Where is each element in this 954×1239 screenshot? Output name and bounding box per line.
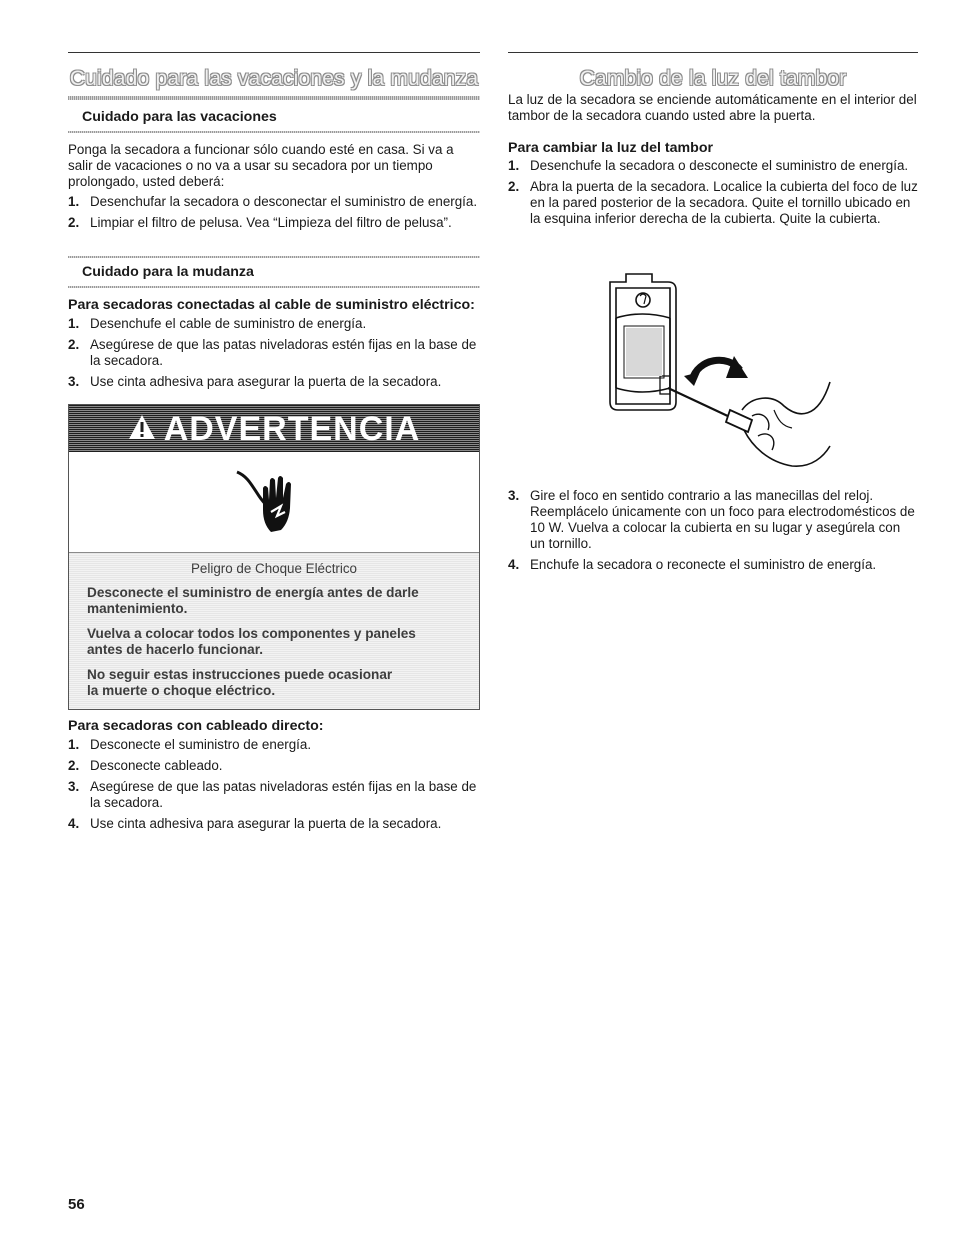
warning-triangle-icon — [128, 414, 156, 444]
warning-line: Vuelva a colocar todos los componentes y paneles — [87, 626, 416, 641]
divider — [68, 256, 480, 258]
list-item: 1. Desconecte el suministro de energía. — [68, 737, 312, 752]
page-number: 56 — [68, 1196, 85, 1213]
section-title-vacation-moving: Cuidado para las vacaciones y la mudanza — [69, 67, 479, 90]
direct-wire-section — [68, 718, 480, 837]
list-item: 2. Abra la puerta de la secadora. Localice la cubierta del foco de luz en la pared posterior de la secadora. Quite el tornillo ubicado en la esquina inferior derecha de la cubierta. Quite la cubierta. — [508, 179, 918, 226]
drum-light-steps-b — [508, 488, 918, 573]
list-item: 1. Desenchufar la secadora o desconectar el suministro de energía. — [68, 194, 478, 209]
list-item: 2. Limpiar el filtro de pelusa. Vea “Limpieza del filtro de pelusa”. — [68, 215, 452, 230]
section-bar — [68, 96, 480, 100]
warning-line: la muerte o choque eléctrico. — [87, 683, 276, 698]
section-title-drum-light: Cambio de la luz del tambor — [579, 67, 847, 90]
warning-line: mantenimiento. — [87, 601, 188, 616]
vacation-steps — [68, 194, 480, 231]
light-cover-illustration — [602, 270, 832, 480]
drum-light-heading: Para cambiar la luz del tambor — [508, 140, 714, 156]
drum-light-intro: La luz de la secadora se enciende automáticamente en el interior del tambor de la secadora cuando usted abre la puerta. — [508, 92, 917, 123]
warning-banner-text: ADVERTENCIA — [163, 409, 421, 448]
drum-light-steps-a — [508, 158, 918, 227]
list-item: 3. Gire el foco en sentido contrario a las manecillas del reloj. Reemplácelo únicamente con un foco para electrodomésticos de 10 W. Vuelva a colocar la cubierta en su lugar y asegúrela con un tornillo. — [508, 488, 915, 551]
vacation-intro: Ponga la secadora a funcionar sólo cuando esté en casa. Si va a salir de vacaciones o no va a usar su secadora por un tiempo prolongado, usted deberá: — [68, 142, 454, 189]
list-item: 1. Desenchufe la secadora o desconecte el suministro de energía. — [508, 158, 909, 173]
drum-light-steps-b-section — [508, 488, 918, 578]
top-rule-left — [68, 52, 480, 53]
list-item: 2. Asegúrese de que las patas niveladoras estén fijas en la base de la secadora. — [68, 337, 477, 368]
warning-line: antes de hacerlo funcionar. — [87, 642, 264, 657]
cord-steps — [68, 316, 480, 390]
warning-line: No seguir estas instrucciones puede ocasionar — [87, 667, 393, 682]
direct-heading: Para secadoras con cableado directo: — [68, 718, 324, 734]
top-rule-right — [508, 52, 918, 53]
list-item: 3. Use cinta adhesiva para asegurar la puerta de la secadora. — [68, 374, 442, 389]
list-item: 4. Use cinta adhesiva para asegurar la puerta de la secadora. — [68, 816, 442, 831]
vacation-heading: Cuidado para las vacaciones — [82, 109, 277, 125]
vacation-section — [68, 96, 480, 236]
list-item: 3. Asegúrese de que las patas niveladoras estén fijas en la base de la secadora. — [68, 779, 477, 810]
moving-section — [68, 256, 480, 395]
list-item: 4. Enchufe la secadora o reconecte el suministro de energía. — [508, 557, 877, 572]
warning-line: Desconecte el suministro de energía antes de darle — [87, 585, 419, 600]
moving-heading: Cuidado para la mudanza — [82, 264, 254, 280]
hazard-title: Peligro de Choque Eléctrico — [191, 561, 357, 576]
divider — [68, 286, 480, 288]
warning-icon-area — [69, 452, 479, 552]
warning-box — [68, 404, 480, 710]
list-item: 2. Desconecte cableado. — [68, 758, 223, 773]
direct-steps — [68, 737, 480, 832]
drum-light-steps-section — [508, 140, 918, 232]
warning-text-area — [69, 552, 479, 709]
divider — [68, 131, 480, 133]
electric-shock-hand-icon — [233, 466, 313, 536]
cord-heading: Para secadoras conectadas al cable de suministro eléctrico: — [68, 297, 475, 313]
list-item: 1. Desenchufe el cable de suministro de energía. — [68, 316, 367, 331]
warning-banner — [69, 405, 479, 452]
